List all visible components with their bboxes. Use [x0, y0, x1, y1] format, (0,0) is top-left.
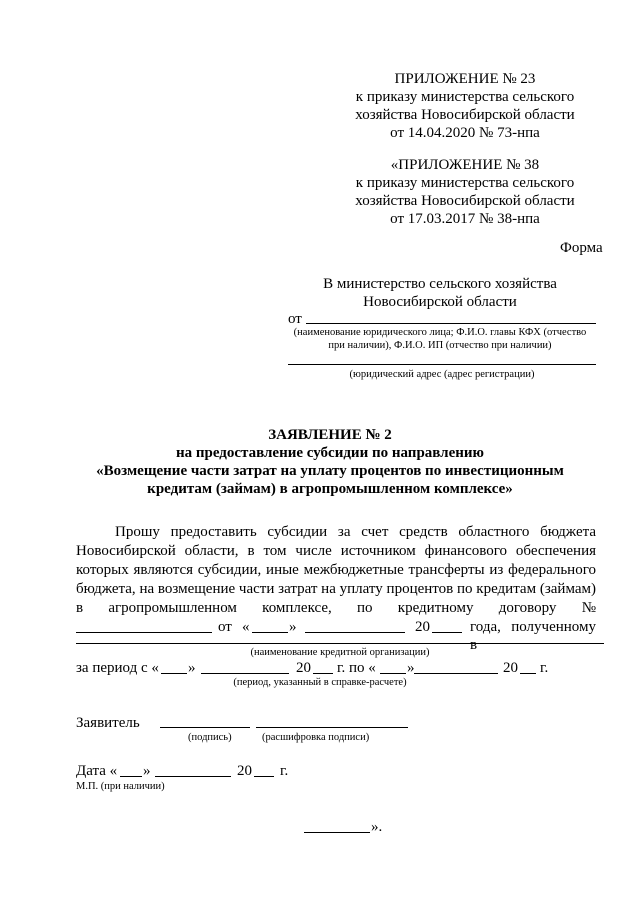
body-line3: которых являются субсидии, иные межбюджетные трансферты из федерального [76, 562, 596, 578]
body-word: № [581, 600, 596, 616]
period-label: за период с « [76, 660, 159, 676]
from-caption-line2: при наличии), Ф.И.О. ИП (отчество при наличии) [328, 340, 552, 351]
period-end-year-prefix: 20 [503, 660, 518, 676]
from-caption [280, 326, 600, 352]
appendix-23-line4: от 14.04.2020 № 73-нпа [390, 125, 540, 141]
contract-year-prefix: 20 [415, 619, 430, 635]
closing-line [304, 832, 370, 833]
date-quote-close: » [143, 763, 151, 779]
contract-day-field[interactable] [252, 632, 288, 633]
title-line2: на предоставление субсидии по направлению [175, 445, 485, 461]
contract-number-field[interactable] [76, 632, 212, 633]
body-word: договору [498, 600, 557, 616]
appendix-38-block [330, 156, 600, 228]
period-quote-close: » [188, 660, 196, 676]
from-line[interactable] [306, 323, 596, 324]
signature-decode-field[interactable] [256, 727, 408, 728]
document-title [60, 426, 600, 498]
address-caption: (юридический адрес (адрес регистрации) [349, 369, 535, 380]
contract-year-field[interactable] [432, 632, 462, 633]
signature-field[interactable] [160, 727, 250, 728]
contract-tail: года, полученному в [470, 619, 596, 653]
addressee-line2: Новосибирской области [363, 294, 517, 310]
bank-name-field[interactable] [76, 643, 604, 644]
appendix-38-line4: от 17.03.2017 № 38-нпа [390, 211, 540, 227]
form-label: Форма [560, 240, 603, 256]
contract-quote-open: « [242, 619, 250, 635]
addressee-line1: В министерство сельского хозяйства [323, 276, 557, 292]
date-year-field[interactable] [254, 776, 274, 777]
contract-quote-close: » [289, 619, 297, 635]
appendix-38-title: «ПРИЛОЖЕНИЕ № 38 [390, 157, 540, 173]
appendix-38-line3: хозяйства Новосибирской области [355, 193, 575, 209]
appendix-23-block [330, 70, 600, 142]
addressee-block [290, 275, 590, 311]
body-word: комплексе, [262, 600, 332, 616]
address-line[interactable] [288, 364, 596, 365]
applicant-label: Заявитель [76, 715, 140, 731]
period-start-year-prefix: 20 [296, 660, 311, 676]
title-line3: «Возмещение части затрат на уплату процентов по инвестиционным [96, 463, 564, 479]
date-month-field[interactable] [155, 776, 231, 777]
period-end-suffix: г. [540, 660, 549, 676]
period-start-year-field[interactable] [313, 673, 333, 674]
title-line4: кредитам (займам) в агропромышленном комплексе» [147, 481, 513, 497]
body-line2: Новосибирской области, в том числе источником финансового обеспечения [76, 543, 596, 559]
appendix-38-line2: к приказу министерства сельского [355, 175, 575, 191]
body-word: агропромышленном [108, 600, 237, 616]
period-end-day-field[interactable] [380, 673, 406, 674]
period-start-month-field[interactable] [201, 673, 289, 674]
title-line1: ЗАЯВЛЕНИЕ № 2 [268, 427, 392, 443]
contract-month-field[interactable] [305, 632, 405, 633]
appendix-23-title: ПРИЛОЖЕНИЕ № 23 [394, 71, 536, 87]
appendix-23-line3: хозяйства Новосибирской области [355, 107, 575, 123]
period-start-day-field[interactable] [161, 673, 187, 674]
closing-mark: ». [371, 819, 383, 835]
period-caption: (период, указанный в справке-расчете) [233, 677, 407, 688]
body-word: в [76, 600, 84, 616]
period-to-label: г. по « [337, 660, 376, 676]
from-caption-line1: (наименование юридического лица; Ф.И.О. главы КФХ (отчество [293, 327, 587, 338]
body-line4: бюджета, на возмещение части затрат на уплату процентов по кредитам (займам) [76, 581, 596, 597]
period-end-year-field[interactable] [520, 673, 536, 674]
date-label: Дата « [76, 763, 118, 779]
date-suffix: г. [280, 763, 289, 779]
contract-from-label: от [218, 619, 232, 635]
signature-caption: (подпись) [188, 732, 232, 743]
stamp-note: М.П. (при наличии) [76, 781, 165, 792]
body-line1: Прошу предоставить субсидии за счет средств областного бюджета [115, 524, 596, 540]
date-year-prefix: 20 [237, 763, 252, 779]
period-end-month-field[interactable] [414, 673, 498, 674]
from-label: от [288, 311, 302, 327]
date-day-field[interactable] [120, 776, 142, 777]
signature-decode-caption: (расшифровка подписи) [262, 732, 370, 743]
period-end-quote-close: » [407, 660, 415, 676]
body-line5 [76, 599, 596, 617]
body-word: кредитному [397, 600, 474, 616]
bank-caption: (наименование кредитной организации) [250, 647, 430, 658]
appendix-23-line2: к приказу министерства сельского [355, 89, 575, 105]
body-word: по [357, 600, 373, 616]
